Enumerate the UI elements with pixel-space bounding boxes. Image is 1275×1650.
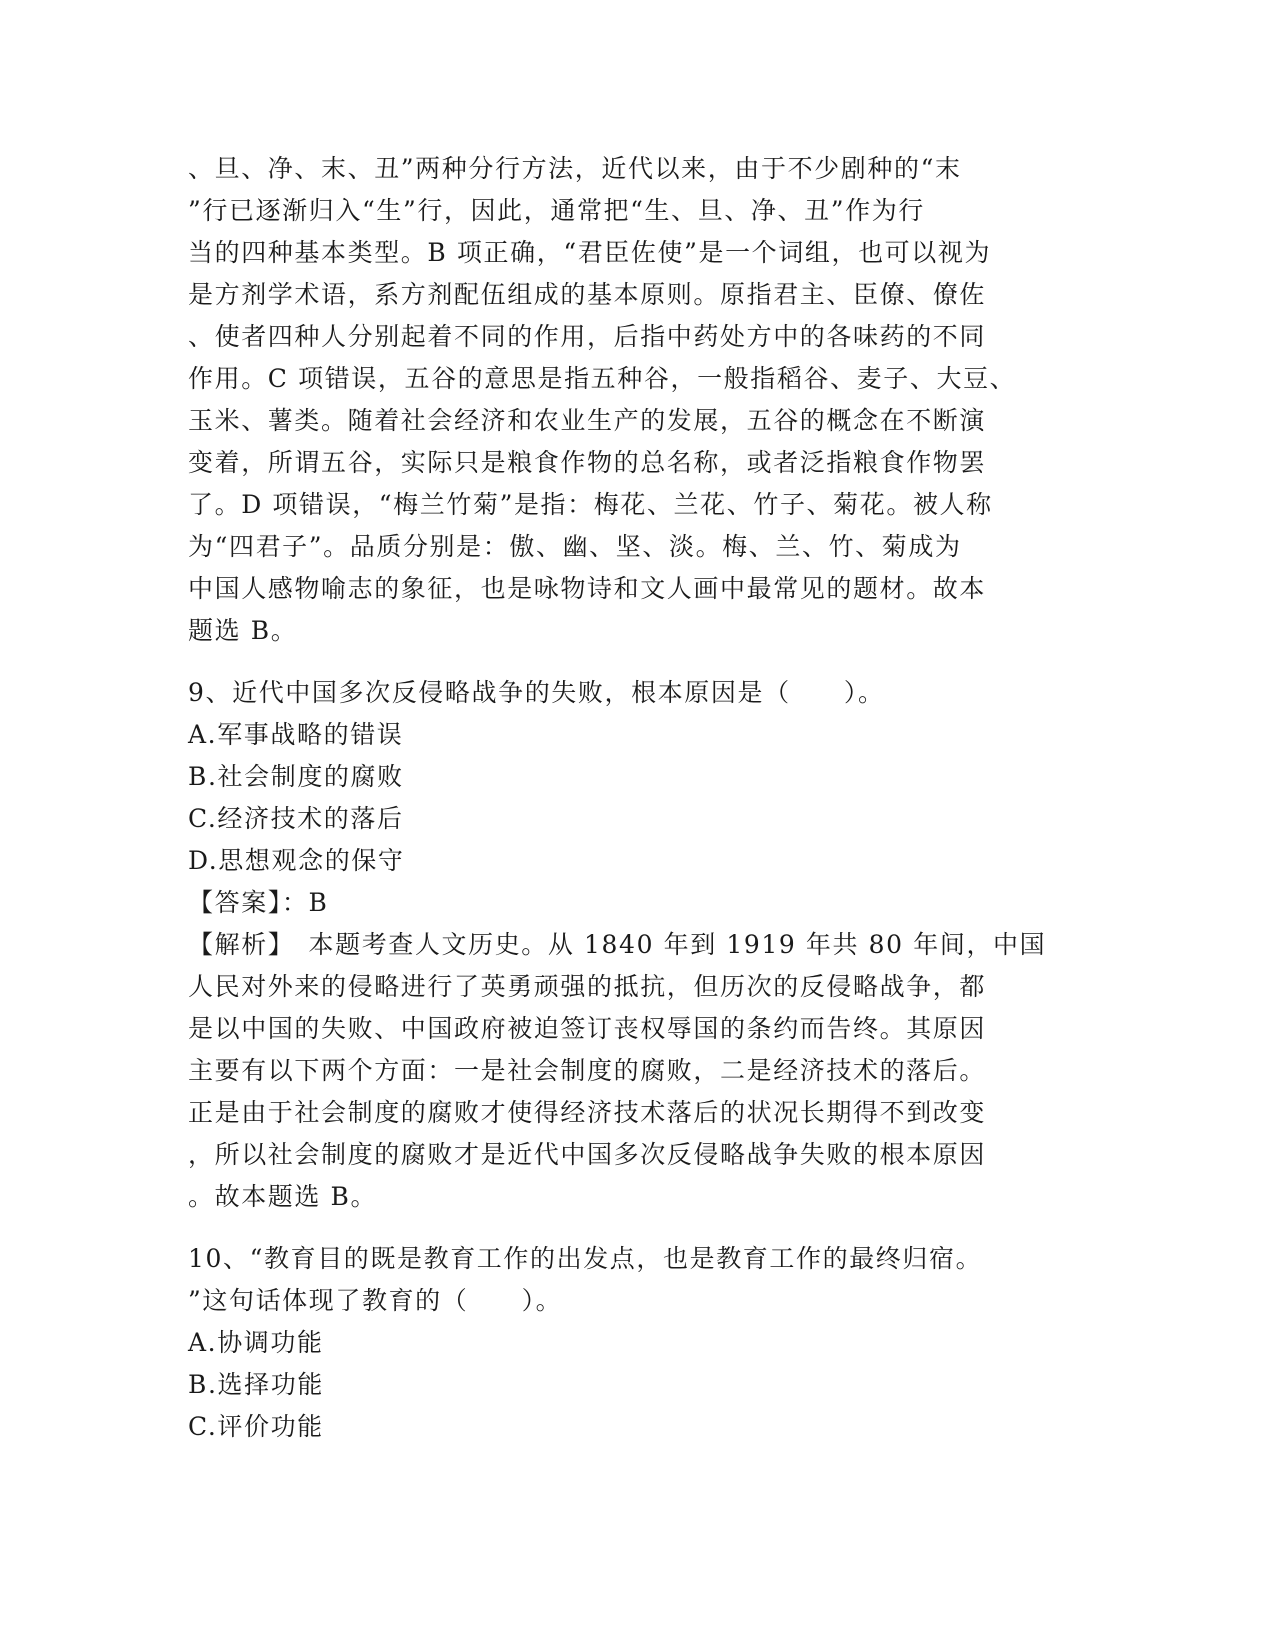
- question9-analysis: [188, 924, 1088, 1218]
- question-stem-line: ”这句话体现了教育的（ ）。: [188, 1286, 563, 1315]
- text-line: 为“四君子”。品质分别是：傲、幽、坚、淡。梅、兰、竹、菊成为: [188, 532, 962, 561]
- text-line: ”行已逐渐归入“生”行，因此，通常把“生、旦、净、丑”作为行: [188, 196, 925, 225]
- page-content: [188, 148, 1088, 1448]
- question9-option-a: A.军事战略的错误: [188, 720, 404, 749]
- analysis-line: ，所以社会制度的腐败才是近代中国多次反侵略战争失败的根本原因: [188, 1140, 987, 1169]
- question10-stem: [188, 1238, 1088, 1322]
- question9-stem: [188, 672, 1088, 714]
- question9-option-d: D.思想观念的保守: [188, 846, 405, 875]
- text-line: 了。D 项错误，“梅兰竹菊”是指：梅花、兰花、竹子、菊花。被人称: [188, 490, 993, 519]
- question9-option-c: C.经济技术的落后: [188, 804, 404, 833]
- spacer: [188, 652, 1088, 672]
- analysis-line: 主要有以下两个方面：一是社会制度的腐败，二是经济技术的落后。: [188, 1056, 987, 1085]
- question10-option-c: C.评价功能: [188, 1412, 324, 1441]
- text-line: 作用。C 项错误，五谷的意思是指五种谷，一般指稻谷、麦子、大豆、: [188, 364, 1017, 393]
- text-line: 玉米、薯类。随着社会经济和农业生产的发展，五谷的概念在不断演: [188, 406, 987, 435]
- question10-option-a: A.协调功能: [188, 1328, 324, 1357]
- question8-explanation-continued: [188, 148, 1088, 652]
- question-stem-line: 10、“教育目的既是教育工作的出发点，也是教育工作的最终归宿。: [188, 1244, 983, 1273]
- question10-option-b: B.选择功能: [188, 1370, 324, 1399]
- question9-option-b: B.社会制度的腐败: [188, 762, 404, 791]
- question-stem-line: 9、近代中国多次反侵略战争的失败，根本原因是（ ）。: [188, 678, 885, 707]
- question9-answer: 【答案】：B: [188, 888, 329, 917]
- text-line: 、使者四种人分别起着不同的作用，后指中药处方中的各味药的不同: [188, 322, 987, 351]
- text-line: 是方剂学术语，系方剂配伍组成的基本原则。原指君主、臣僚、僚佐: [188, 280, 987, 309]
- text-line: 中国人感物喻志的象征，也是咏物诗和文人画中最常见的题材。故本: [188, 574, 987, 603]
- analysis-line: 是以中国的失败、中国政府被迫签订丧权辱国的条约而告终。其原因: [188, 1014, 987, 1043]
- question9: [188, 672, 1088, 1218]
- text-line: 、旦、净、末、丑”两种分行方法，近代以来，由于不少剧种的“末: [188, 154, 962, 183]
- question10: [188, 1238, 1088, 1448]
- analysis-line: 。故本题选 B。: [188, 1182, 378, 1211]
- analysis-line: 正是由于社会制度的腐败才使得经济技术落后的状况长期得不到改变: [188, 1098, 987, 1127]
- spacer: [188, 1218, 1088, 1238]
- text-line: 变着，所谓五谷，实际只是粮食作物的总名称，或者泛指粮食作物罢: [188, 448, 987, 477]
- analysis-line: 人民对外来的侵略进行了英勇顽强的抵抗，但历次的反侵略战争，都: [188, 972, 987, 1001]
- analysis-line: 【解析】 本题考查人文历史。从 1840 年到 1919 年共 80 年间，中国: [188, 930, 1047, 959]
- text-line: 题选 B。: [188, 616, 298, 645]
- text-line: 当的四种基本类型。B 项正确，“君臣佐使”是一个词组，也可以视为: [188, 238, 992, 267]
